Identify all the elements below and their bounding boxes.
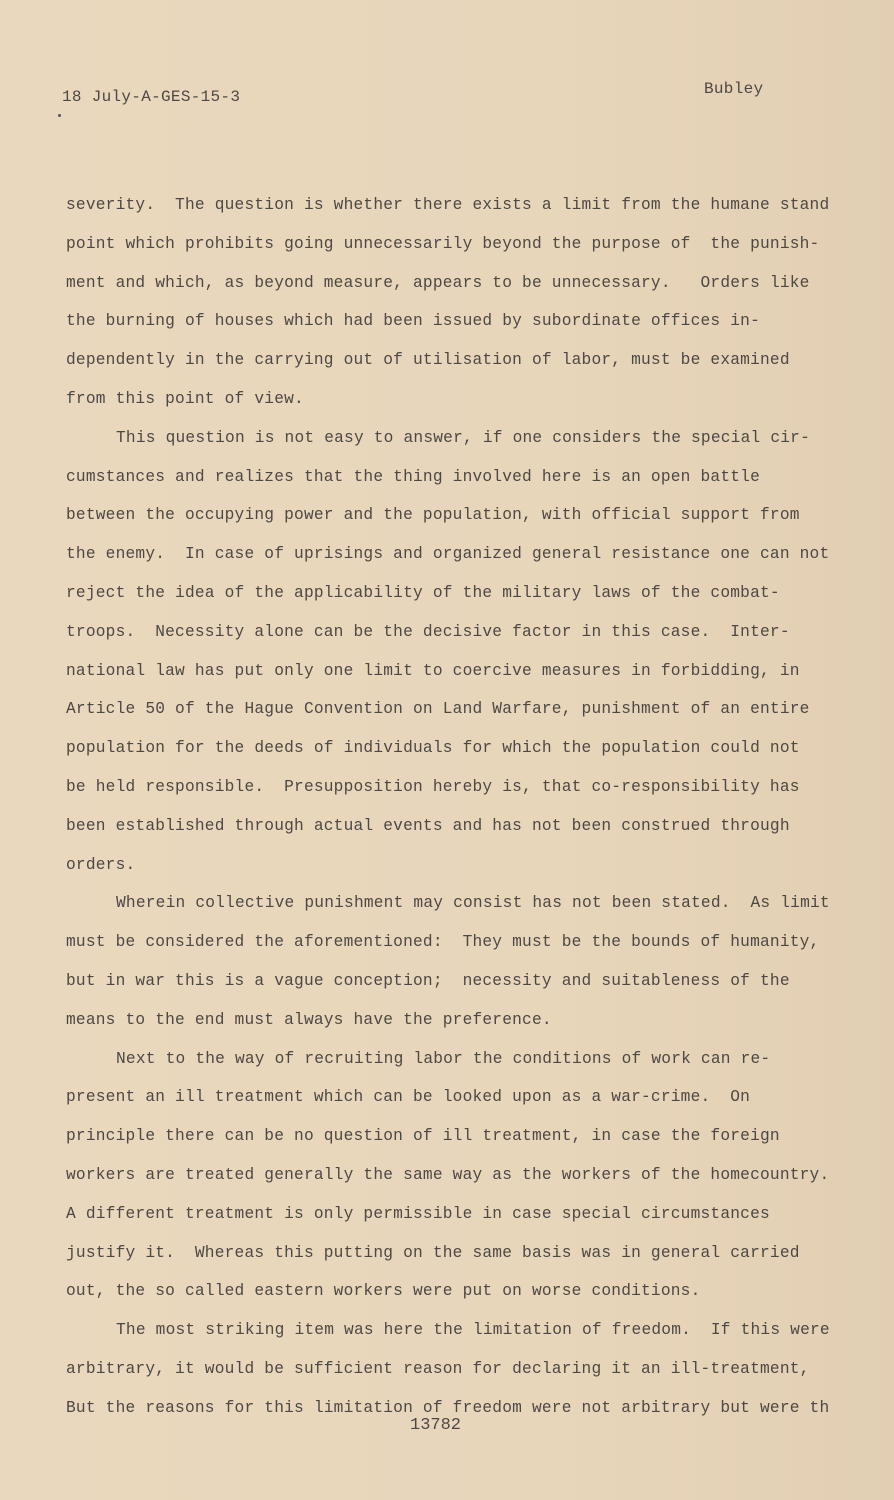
text-line: been established through actual events and has not been construed through xyxy=(66,816,790,835)
text-line: A different treatment is only permissible in case special circumstances xyxy=(66,1204,770,1223)
text-line: severity. The question is whether there exists a limit from the humane stand xyxy=(66,196,830,214)
text-line: national law has put only one limit to coercive measures in forbidding, in xyxy=(66,661,800,680)
text-line: justify it. Whereas this putting on the same basis was in general carried xyxy=(66,1243,800,1262)
page-number: 13782 xyxy=(410,1416,462,1435)
text-line: means to the end must always have the preference. xyxy=(66,1010,552,1029)
text-line: The most striking item was here the limitation of freedom. If this were xyxy=(116,1321,830,1340)
text-line: the enemy. In case of uprisings and organized general resistance one can not xyxy=(66,545,830,564)
text-line: out, the so called eastern workers were put on worse conditions. xyxy=(66,1282,701,1301)
document-reference: 18 July-A-GES-15-3 xyxy=(62,88,241,106)
text-line: arbitrary, it would be sufficient reason for declaring it an ill-treatment, xyxy=(66,1359,810,1378)
text-line: orders. xyxy=(66,855,136,874)
text-line: point which prohibits going unnecessarily beyond the purpose of the punish- xyxy=(66,234,820,253)
text-line: Article 50 of the Hague Convention on Land Warfare, punishment of an entire xyxy=(66,700,810,719)
text-line: between the occupying power and the population, with official support from xyxy=(66,506,800,525)
paragraph xyxy=(66,884,846,1039)
text-line: present an ill treatment which can be looked upon as a war-crime. On xyxy=(66,1088,751,1107)
text-line: population for the deeds of individuals for which the population could not xyxy=(66,739,800,758)
text-line: cumstances and realizes that the thing involved here is an open battle xyxy=(66,467,760,486)
text-line: workers are treated generally the same way as the workers of the homecountry. xyxy=(66,1165,830,1184)
text-line: ment and which, as beyond measure, appears to be unnecessary. Orders like xyxy=(66,273,810,292)
document-body xyxy=(66,186,846,1428)
text-line: Wherein collective punishment may consist has not been stated. As limit xyxy=(116,894,830,913)
text-line: Next to the way of recruiting labor the conditions of work can re- xyxy=(116,1049,771,1068)
document-author: Bubley xyxy=(704,80,764,98)
text-line: principle there can be no question of ill treatment, in case the foreign xyxy=(66,1127,780,1146)
text-line: troops. Necessity alone can be the decisive factor in this case. Inter- xyxy=(66,622,790,641)
ink-mark xyxy=(58,114,61,117)
text-line: reject the idea of the applicability of the military laws of the combat- xyxy=(66,583,780,602)
text-line: be held responsible. Presupposition hereby is, that co-responsibility has xyxy=(66,777,800,796)
paragraph xyxy=(66,1311,846,1427)
text-line: from this point of view. xyxy=(66,389,304,408)
text-line: dependently in the carrying out of utilisation of labor, must be examined xyxy=(66,351,790,370)
paragraph xyxy=(66,186,846,419)
text-line: This question is not easy to answer, if one considers the special cir- xyxy=(116,428,810,447)
text-line: the burning of houses which had been issued by subordinate offices in- xyxy=(66,312,760,331)
paragraph xyxy=(66,1040,846,1312)
text-line: But the reasons for this limitation of freedom were not arbitrary but were th xyxy=(66,1398,830,1417)
paragraph xyxy=(66,419,846,885)
text-line: must be considered the aforementioned: They must be the bounds of humanity, xyxy=(66,933,820,952)
text-line: but in war this is a vague conception; necessity and suitableness of the xyxy=(66,971,790,990)
